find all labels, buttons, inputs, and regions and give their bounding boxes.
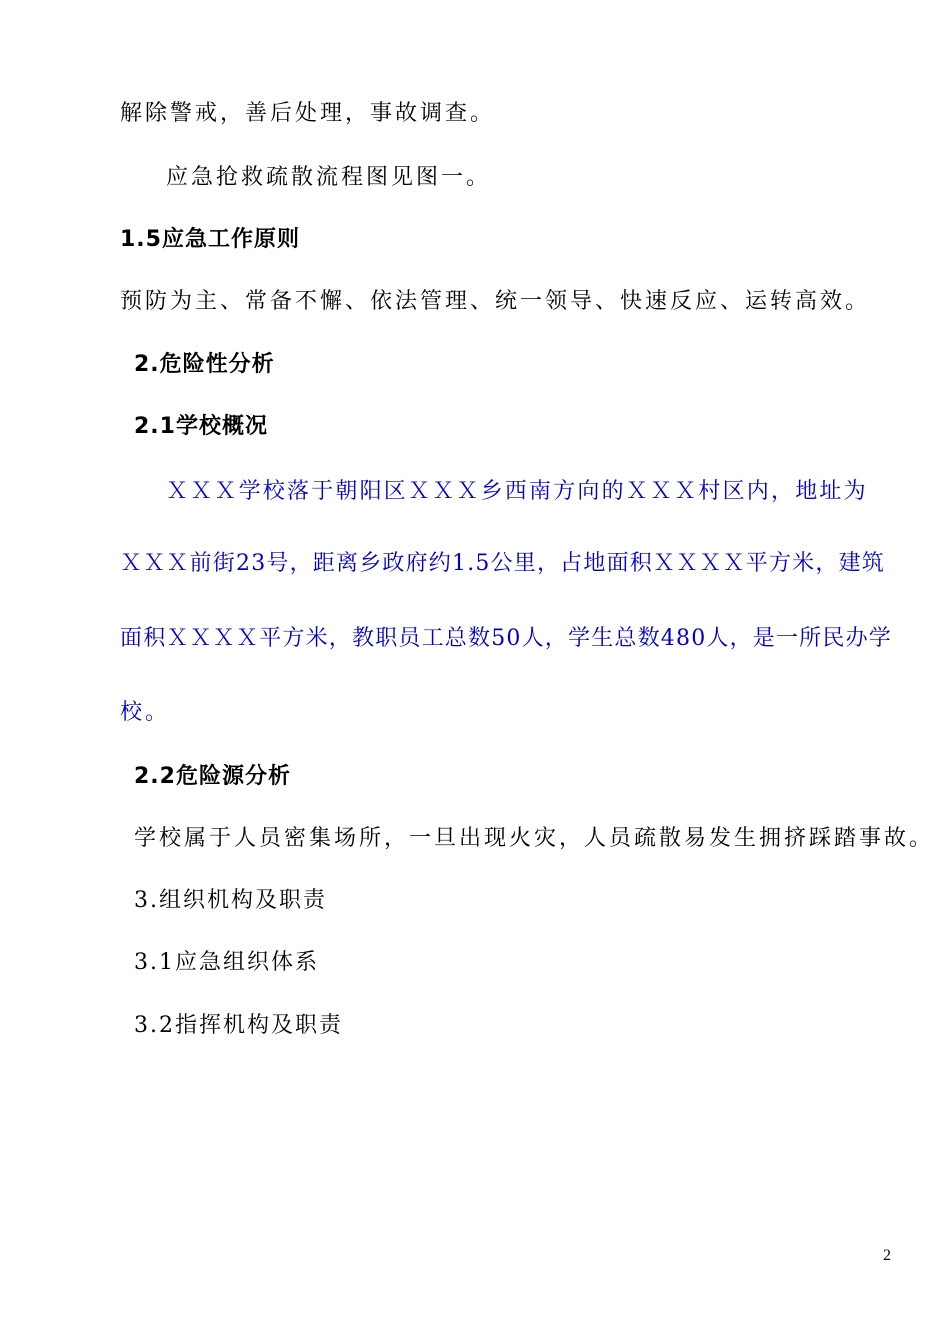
section-heading: 2.1学校概况 — [134, 414, 268, 439]
page-number: 2 — [883, 1247, 891, 1264]
school-overview-line: ＸＸＸ学校落于朝阳区ＸＸＸ乡西南方向的ＸＸＸ村区内，地址为 — [166, 479, 868, 504]
body-paragraph: 解除警戒，善后处理，事故调查。 — [120, 101, 496, 126]
body-paragraph: 学校属于人员密集场所，一旦出现火灾，人员疏散易发生拥挤踩踏事故。 — [134, 826, 935, 851]
school-overview-line: ＸＸＸ前街23号，距离乡政府约1.5公里，占地面积ＸＸＸＸ平方米，建筑 — [120, 551, 885, 576]
section-heading: 2.2危险源分析 — [134, 764, 291, 789]
section-item: 3.组织机构及职责 — [134, 888, 327, 913]
section-heading: 1.5应急工作原则 — [120, 227, 300, 252]
section-item: 3.1应急组织体系 — [134, 950, 319, 975]
section-item: 3.2指挥机构及职责 — [134, 1013, 343, 1038]
section-heading: 2.危险性分析 — [134, 352, 275, 377]
body-paragraph: 应急抢救疏散流程图见图一。 — [166, 165, 492, 190]
school-overview-line: 面积ＸＸＸＸ平方米，教职员工总数50人，学生总数480人，是一所民办学 — [120, 626, 892, 651]
body-paragraph: 预防为主、常备不懈、依法管理、统一领导、快速反应、运转高效。 — [120, 289, 871, 314]
school-overview-line: 校。 — [120, 700, 171, 725]
